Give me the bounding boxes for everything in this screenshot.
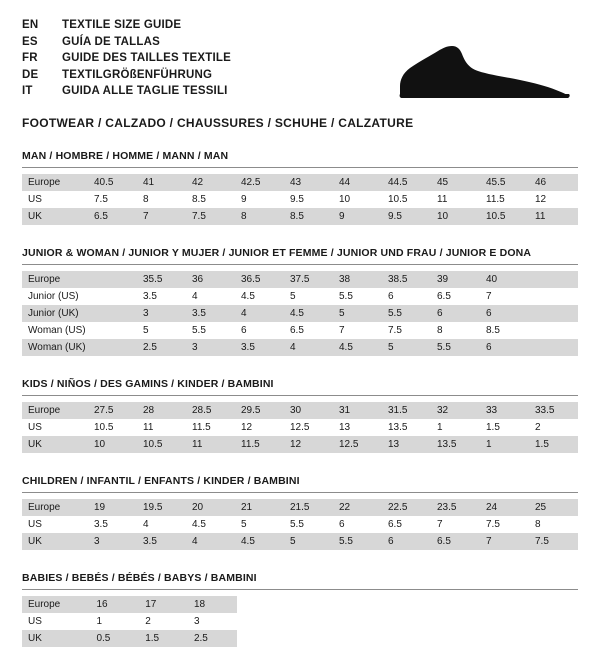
size-cell: 7: [137, 208, 186, 225]
size-cell: 28: [137, 402, 186, 419]
language-code: IT: [22, 85, 33, 97]
size-cell: [88, 305, 137, 322]
size-cell: 1: [480, 436, 529, 453]
table-row: [22, 436, 578, 453]
size-cell: 11.5: [235, 436, 284, 453]
table-row: [22, 305, 578, 322]
size-cell: 1.5: [529, 436, 578, 453]
size-cell: [480, 613, 529, 630]
size-cell: 36: [186, 271, 235, 288]
size-cell: 3.5: [137, 533, 186, 550]
size-cell: 4.5: [235, 533, 284, 550]
size-cell: 5: [284, 288, 333, 305]
size-cell: 10: [431, 208, 480, 225]
size-cell: [529, 339, 578, 356]
language-row: [22, 18, 578, 34]
size-cell: 11: [186, 436, 235, 453]
size-cell: 6: [480, 305, 529, 322]
size-cell: 3: [137, 305, 186, 322]
size-cell: 30: [284, 402, 333, 419]
row-label: Europe: [22, 499, 88, 516]
size-table: [22, 174, 578, 225]
table-row: [22, 402, 578, 419]
size-cell: [285, 630, 334, 647]
size-cell: 44.5: [382, 174, 431, 191]
size-table: [22, 499, 578, 550]
size-cell: [432, 613, 481, 630]
language-code: ES: [22, 35, 38, 48]
size-cell: 4: [284, 339, 333, 356]
size-cell: 12: [235, 419, 284, 436]
size-cell: 4.5: [235, 288, 284, 305]
size-cell: 6: [382, 288, 431, 305]
size-cell: 7: [480, 288, 529, 305]
language-title: GUÍA DE TALLAS: [62, 35, 160, 48]
size-cell: 7.5: [186, 208, 235, 225]
size-cell: 3: [188, 613, 237, 630]
row-label: Europe: [22, 174, 88, 191]
size-cell: 1: [90, 613, 139, 630]
size-cell: 8: [529, 516, 578, 533]
size-cell: 4: [186, 533, 235, 550]
size-cell: [529, 322, 578, 339]
size-cell: 5: [333, 305, 382, 322]
size-cell: 6: [235, 322, 284, 339]
size-cell: 23.5: [431, 499, 480, 516]
size-cell: 0.5: [90, 630, 139, 647]
size-cell: 9.5: [382, 208, 431, 225]
section-title: BABIES / BEBÉS / BÉBÉS / BABYS / BAMBINI: [22, 572, 257, 584]
size-cell: [529, 288, 578, 305]
size-cell: [237, 613, 286, 630]
size-cell: 5.5: [333, 288, 382, 305]
size-cell: [529, 596, 578, 613]
size-tables-container: [22, 150, 578, 647]
size-cell: 5: [382, 339, 431, 356]
size-cell: 7: [431, 516, 480, 533]
size-cell: 43: [284, 174, 333, 191]
size-cell: 9: [333, 208, 382, 225]
size-cell: 7.5: [88, 191, 137, 208]
size-cell: 8.5: [284, 208, 333, 225]
row-label: UK: [22, 533, 88, 550]
table-row: [22, 630, 578, 647]
section-title: KIDS / NIÑOS / DES GAMINS / KINDER / BAMBINI: [22, 378, 274, 390]
size-cell: 32: [431, 402, 480, 419]
size-section: [22, 247, 578, 356]
size-cell: 6: [382, 533, 431, 550]
size-cell: 5.5: [382, 305, 431, 322]
size-cell: 38: [333, 271, 382, 288]
size-cell: 1: [431, 419, 480, 436]
size-cell: 3: [186, 339, 235, 356]
size-cell: 31: [333, 402, 382, 419]
size-cell: 7.5: [382, 322, 431, 339]
section-divider: [22, 589, 578, 590]
table-row: [22, 613, 578, 630]
size-cell: 42.5: [235, 174, 284, 191]
size-cell: 5.5: [333, 533, 382, 550]
size-cell: [383, 630, 432, 647]
size-cell: 3.5: [186, 305, 235, 322]
size-cell: 46: [529, 174, 578, 191]
size-cell: 8: [431, 322, 480, 339]
size-cell: [529, 630, 578, 647]
row-label: Europe: [22, 402, 88, 419]
row-label: UK: [22, 436, 88, 453]
row-label: Woman (UK): [22, 339, 88, 356]
section-title: MAN / HOMBRE / HOMME / MANN / MAN: [22, 150, 229, 162]
size-cell: 8: [235, 208, 284, 225]
section-divider: [22, 167, 578, 168]
size-cell: 12.5: [284, 419, 333, 436]
row-label: Junior (US): [22, 288, 88, 305]
size-cell: [432, 596, 481, 613]
size-cell: 4: [137, 516, 186, 533]
size-table: [22, 596, 578, 647]
size-cell: 3.5: [88, 516, 137, 533]
size-cell: 9.5: [284, 191, 333, 208]
size-cell: 18: [188, 596, 237, 613]
size-cell: 38.5: [382, 271, 431, 288]
size-cell: 2.5: [188, 630, 237, 647]
language-code: EN: [22, 19, 39, 31]
table-row: [22, 271, 578, 288]
table-row: [22, 533, 578, 550]
row-label: US: [22, 191, 88, 208]
size-cell: 6.5: [284, 322, 333, 339]
row-label: UK: [22, 630, 90, 647]
size-cell: 45.5: [480, 174, 529, 191]
size-cell: [529, 305, 578, 322]
size-cell: 44: [333, 174, 382, 191]
size-cell: 5: [284, 533, 333, 550]
table-row: [22, 208, 578, 225]
size-cell: [334, 613, 383, 630]
size-cell: [334, 630, 383, 647]
table-row: [22, 322, 578, 339]
size-cell: 4.5: [333, 339, 382, 356]
size-cell: 6.5: [431, 533, 480, 550]
size-cell: 2: [139, 613, 188, 630]
size-cell: 5.5: [186, 322, 235, 339]
size-cell: 6.5: [382, 516, 431, 533]
row-label: Europe: [22, 271, 88, 288]
size-cell: 7.5: [529, 533, 578, 550]
size-cell: 10.5: [382, 191, 431, 208]
size-cell: 7: [480, 533, 529, 550]
size-cell: 3.5: [137, 288, 186, 305]
size-cell: 10: [88, 436, 137, 453]
row-label: UK: [22, 208, 88, 225]
size-cell: [334, 596, 383, 613]
size-cell: 22: [333, 499, 382, 516]
size-cell: 41: [137, 174, 186, 191]
size-cell: 5.5: [284, 516, 333, 533]
size-cell: 12.5: [333, 436, 382, 453]
language-title: TEXTILGRÖßENFÜHRUNG: [62, 68, 213, 81]
table-row: [22, 174, 578, 191]
size-cell: 6: [431, 305, 480, 322]
size-cell: 21: [235, 499, 284, 516]
table-row: [22, 516, 578, 533]
size-cell: 33.5: [529, 402, 578, 419]
size-cell: [285, 613, 334, 630]
size-cell: 8.5: [186, 191, 235, 208]
size-cell: 3: [88, 533, 137, 550]
size-cell: 16: [90, 596, 139, 613]
size-section: [22, 572, 578, 647]
table-row: [22, 499, 578, 516]
size-cell: [237, 630, 286, 647]
row-label: US: [22, 516, 88, 533]
size-cell: 6: [480, 339, 529, 356]
size-cell: 11: [431, 191, 480, 208]
size-cell: 25: [529, 499, 578, 516]
size-cell: 13.5: [431, 436, 480, 453]
size-section: [22, 475, 578, 550]
size-cell: 6.5: [431, 288, 480, 305]
section-divider: [22, 395, 578, 396]
size-cell: 8: [137, 191, 186, 208]
size-cell: [480, 630, 529, 647]
size-cell: 39: [431, 271, 480, 288]
size-cell: [383, 596, 432, 613]
size-cell: [237, 596, 286, 613]
size-cell: 21.5: [284, 499, 333, 516]
size-cell: 36.5: [235, 271, 284, 288]
size-cell: 37.5: [284, 271, 333, 288]
size-cell: [88, 322, 137, 339]
size-cell: 9: [235, 191, 284, 208]
size-cell: 1.5: [139, 630, 188, 647]
size-cell: [383, 613, 432, 630]
row-label: US: [22, 613, 90, 630]
row-label: Europe: [22, 596, 90, 613]
size-cell: 13: [382, 436, 431, 453]
size-cell: 29.5: [235, 402, 284, 419]
section-title: CHILDREN / INFANTIL / ENFANTS / KINDER / BAMBINI: [22, 475, 300, 487]
size-cell: 11.5: [480, 191, 529, 208]
size-cell: 11: [529, 208, 578, 225]
size-cell: [432, 630, 481, 647]
document-header: [22, 18, 578, 130]
size-cell: 33: [480, 402, 529, 419]
table-row: [22, 191, 578, 208]
size-cell: [285, 596, 334, 613]
size-cell: 13.5: [382, 419, 431, 436]
size-cell: 40: [480, 271, 529, 288]
section-divider: [22, 264, 578, 265]
size-cell: 4.5: [284, 305, 333, 322]
size-cell: 45: [431, 174, 480, 191]
size-cell: 5: [235, 516, 284, 533]
size-cell: 28.5: [186, 402, 235, 419]
size-cell: [88, 288, 137, 305]
row-label: Woman (US): [22, 322, 88, 339]
size-cell: 19.5: [137, 499, 186, 516]
size-cell: 10: [333, 191, 382, 208]
section-title: JUNIOR & WOMAN / JUNIOR Y MUJER / JUNIOR ET FEMME / JUNIOR UND FRAU / JUNIOR E DONA: [22, 247, 532, 259]
dress-shoe-icon: [394, 40, 574, 102]
size-cell: 4: [186, 288, 235, 305]
size-cell: 11: [137, 419, 186, 436]
size-cell: [88, 271, 137, 288]
language-title: GUIDA ALLE TAGLIE TESSILI: [62, 85, 228, 97]
size-cell: 12: [284, 436, 333, 453]
language-code: FR: [22, 52, 38, 64]
size-cell: 4.5: [186, 516, 235, 533]
size-cell: 1.5: [480, 419, 529, 436]
size-cell: 5: [137, 322, 186, 339]
size-section: [22, 378, 578, 453]
size-cell: [88, 339, 137, 356]
size-cell: 17: [139, 596, 188, 613]
size-cell: 35.5: [137, 271, 186, 288]
size-table: [22, 402, 578, 453]
size-cell: [480, 596, 529, 613]
size-cell: 8.5: [480, 322, 529, 339]
table-row: [22, 339, 578, 356]
size-cell: 6.5: [88, 208, 137, 225]
size-cell: 10.5: [88, 419, 137, 436]
size-cell: 4: [235, 305, 284, 322]
size-cell: 19: [88, 499, 137, 516]
table-row: [22, 288, 578, 305]
size-cell: 22.5: [382, 499, 431, 516]
row-label: US: [22, 419, 88, 436]
size-cell: 27.5: [88, 402, 137, 419]
size-cell: 13: [333, 419, 382, 436]
size-cell: [529, 613, 578, 630]
size-cell: 11.5: [186, 419, 235, 436]
language-code: DE: [22, 68, 39, 81]
size-cell: [529, 271, 578, 288]
size-cell: 2.5: [137, 339, 186, 356]
size-cell: 40.5: [88, 174, 137, 191]
size-cell: 2: [529, 419, 578, 436]
language-title: GUIDE DES TAILLES TEXTILE: [62, 52, 231, 64]
size-cell: 5.5: [431, 339, 480, 356]
size-cell: 10.5: [480, 208, 529, 225]
size-section: [22, 150, 578, 225]
category-title: FOOTWEAR / CALZADO / CHAUSSURES / SCHUHE / CALZATURE: [22, 115, 414, 130]
table-row: [22, 419, 578, 436]
size-cell: 20: [186, 499, 235, 516]
size-cell: 24: [480, 499, 529, 516]
table-row: [22, 596, 578, 613]
size-cell: 31.5: [382, 402, 431, 419]
section-divider: [22, 492, 578, 493]
size-cell: 10.5: [137, 436, 186, 453]
size-cell: 3.5: [235, 339, 284, 356]
size-cell: 7.5: [480, 516, 529, 533]
language-title: TEXTILE SIZE GUIDE: [62, 19, 182, 31]
size-cell: 42: [186, 174, 235, 191]
size-cell: 6: [333, 516, 382, 533]
row-label: Junior (UK): [22, 305, 88, 322]
size-cell: 7: [333, 322, 382, 339]
size-cell: 12: [529, 191, 578, 208]
size-table: [22, 271, 578, 356]
